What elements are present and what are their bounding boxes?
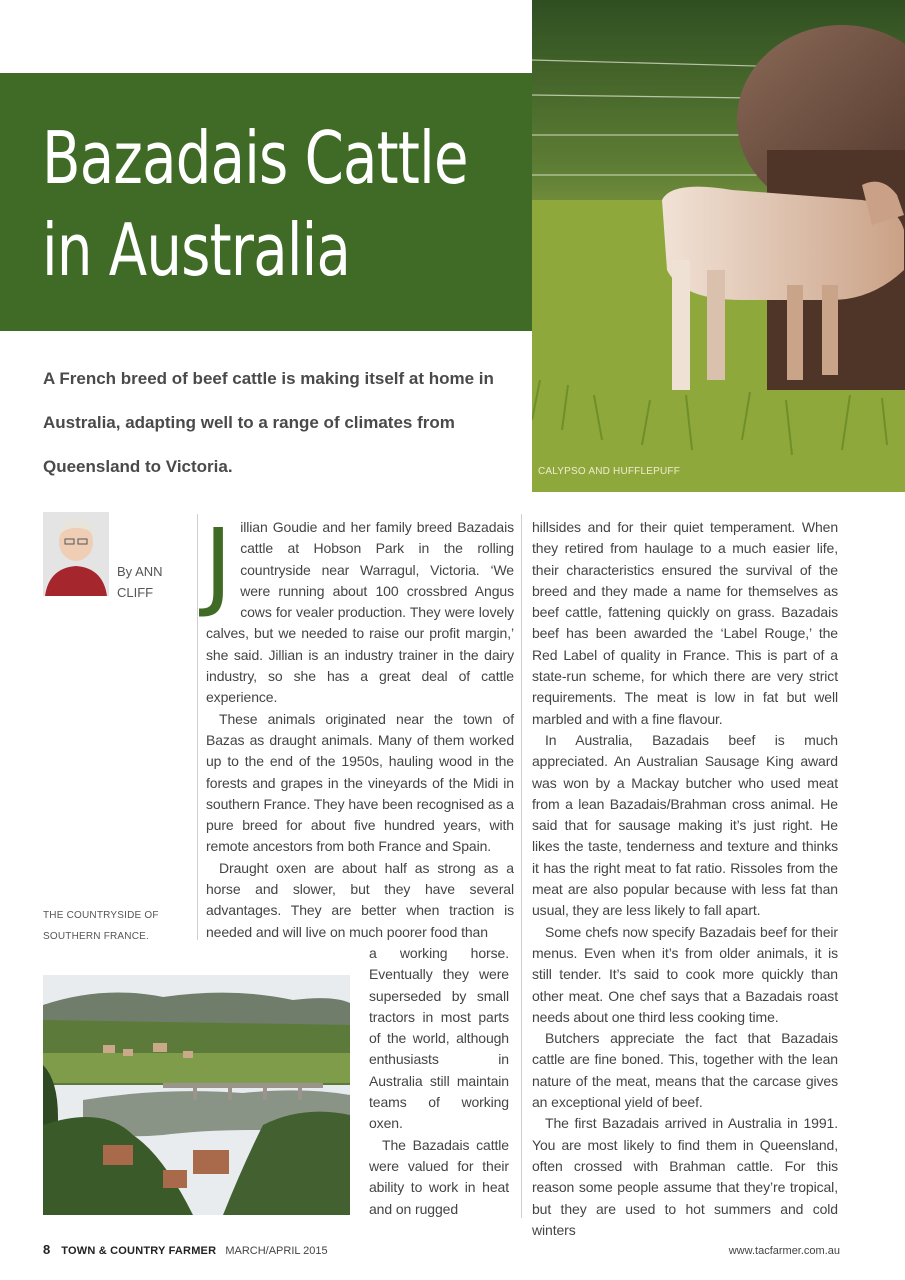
column-1-continued bbox=[369, 943, 509, 1220]
column-rule-right bbox=[521, 514, 522, 1218]
paragraph: illian Goudie and her family breed Bazadais cattle at Hobson Park in the rolling countryside near Warragul, Victoria. ‘We were running about 100 crossbred Angus cows for vealer production. They were lovely calves, but we needed to raise our profit margin,’ she said. Jillian is an industry trainer in the dairy industry, so she has a great deal of cattle experience. bbox=[206, 519, 514, 706]
issue-date: MARCH/APRIL 2015 bbox=[225, 1245, 328, 1257]
paragraph: Butchers appreciate the fact that Bazadais cattle are fine boned. This, together with the lean nature of the meat, means that the carcase gives an exceptional yield of beef. bbox=[532, 1030, 838, 1111]
byline: By ANN CLIFF bbox=[117, 564, 163, 600]
magazine-name: TOWN & COUNTRY FARMER bbox=[61, 1245, 217, 1257]
landscape-photo bbox=[43, 975, 350, 1215]
paragraph: The first Bazadais arrived in Australia in 1991. You are most likely to find them in Queensland, often crossed with Brahman cattle. For this reason some people assume that they’re tropical, but they are used to hot summers and cold winters bbox=[532, 1115, 838, 1238]
title-line-2: in Australia bbox=[42, 208, 351, 292]
paragraph: In Australia, Bazadais beef is much appreciated. An Australian Sausage King award was won by a Mackay butcher who used meat from a lean Bazadais/Brahman cross animal. He said that for sausage making it’s just right. He likes the taste, tenderness and texture and thinks it has the right meat to fat ratio. Rissoles from the meat are also popular because with less fat than usual, they are less likely to fall apart. bbox=[532, 731, 838, 919]
column-2 bbox=[532, 517, 838, 1241]
page-number: 8 bbox=[43, 1242, 51, 1257]
hero-photo-cattle bbox=[532, 0, 905, 492]
drop-cap: J bbox=[204, 508, 233, 620]
paragraph: The Bazadais cattle were valued for their ability to work in heat and on rugged bbox=[369, 1136, 509, 1217]
paragraph: These animals originated near the town of Bazas as draught animals. Many of them worked up to the end of the 1950s, hauling wood in the forests and grapes in the vineyards of the Midi in southern France. They have been recognised as a pure breed for about five hundred years, with remote ancestors from both France and Spain. bbox=[206, 710, 514, 855]
hero-caption: CALYPSO AND HUFFLEPUFF bbox=[538, 466, 681, 477]
website-url: www.tacfarmer.com.au bbox=[728, 1245, 840, 1257]
hero-illustration bbox=[532, 0, 905, 492]
column-1 bbox=[204, 508, 514, 943]
standfirst: A French breed of beef cattle is making itself at home in Australia, adapting well to a range of climates from Queensland to Victoria. bbox=[43, 369, 494, 476]
column-rule-left bbox=[197, 514, 198, 940]
landscape-caption: THE COUNTRYSIDE OF SOUTHERN FRANCE. bbox=[43, 910, 159, 942]
title-line-1: Bazadais Cattle bbox=[42, 116, 468, 200]
footer-left bbox=[43, 1242, 328, 1257]
page-footer bbox=[43, 1242, 840, 1257]
author-photo bbox=[43, 512, 109, 596]
paragraph: Some chefs now specify Bazadais beef for their menus. Even when it’s from older animals, it is still tender. It’s said to cook more quickly than other meat. One chef says that a Bazadais roast needs about one third less cooking time. bbox=[532, 923, 838, 1025]
paragraph: a working horse. Eventually they were superseded by small tractors in most parts of the world, although enthusiasts in Australia still maintain teams of working oxen. bbox=[369, 945, 509, 1132]
paragraph: Draught oxen are about half as strong as a horse and slower, but they have several advantages. They are better when traction is needed and will live on much poorer food than bbox=[206, 859, 514, 940]
article-title bbox=[42, 112, 468, 296]
paragraph: hillsides and for their quiet temperament. When they retired from haulage to a much easier life, their characteristics ensured the survival of the breed and they made a name for themselves as beef cattle, fattening quickly on grass. Bazadais beef has been awarded the ‘Label Rouge,’ the Red Label of quality in France. This is part of a state-run scheme, for which there are very strict requirements. The meat is low in fat but well marbled and with a fine flavour. bbox=[532, 519, 838, 727]
